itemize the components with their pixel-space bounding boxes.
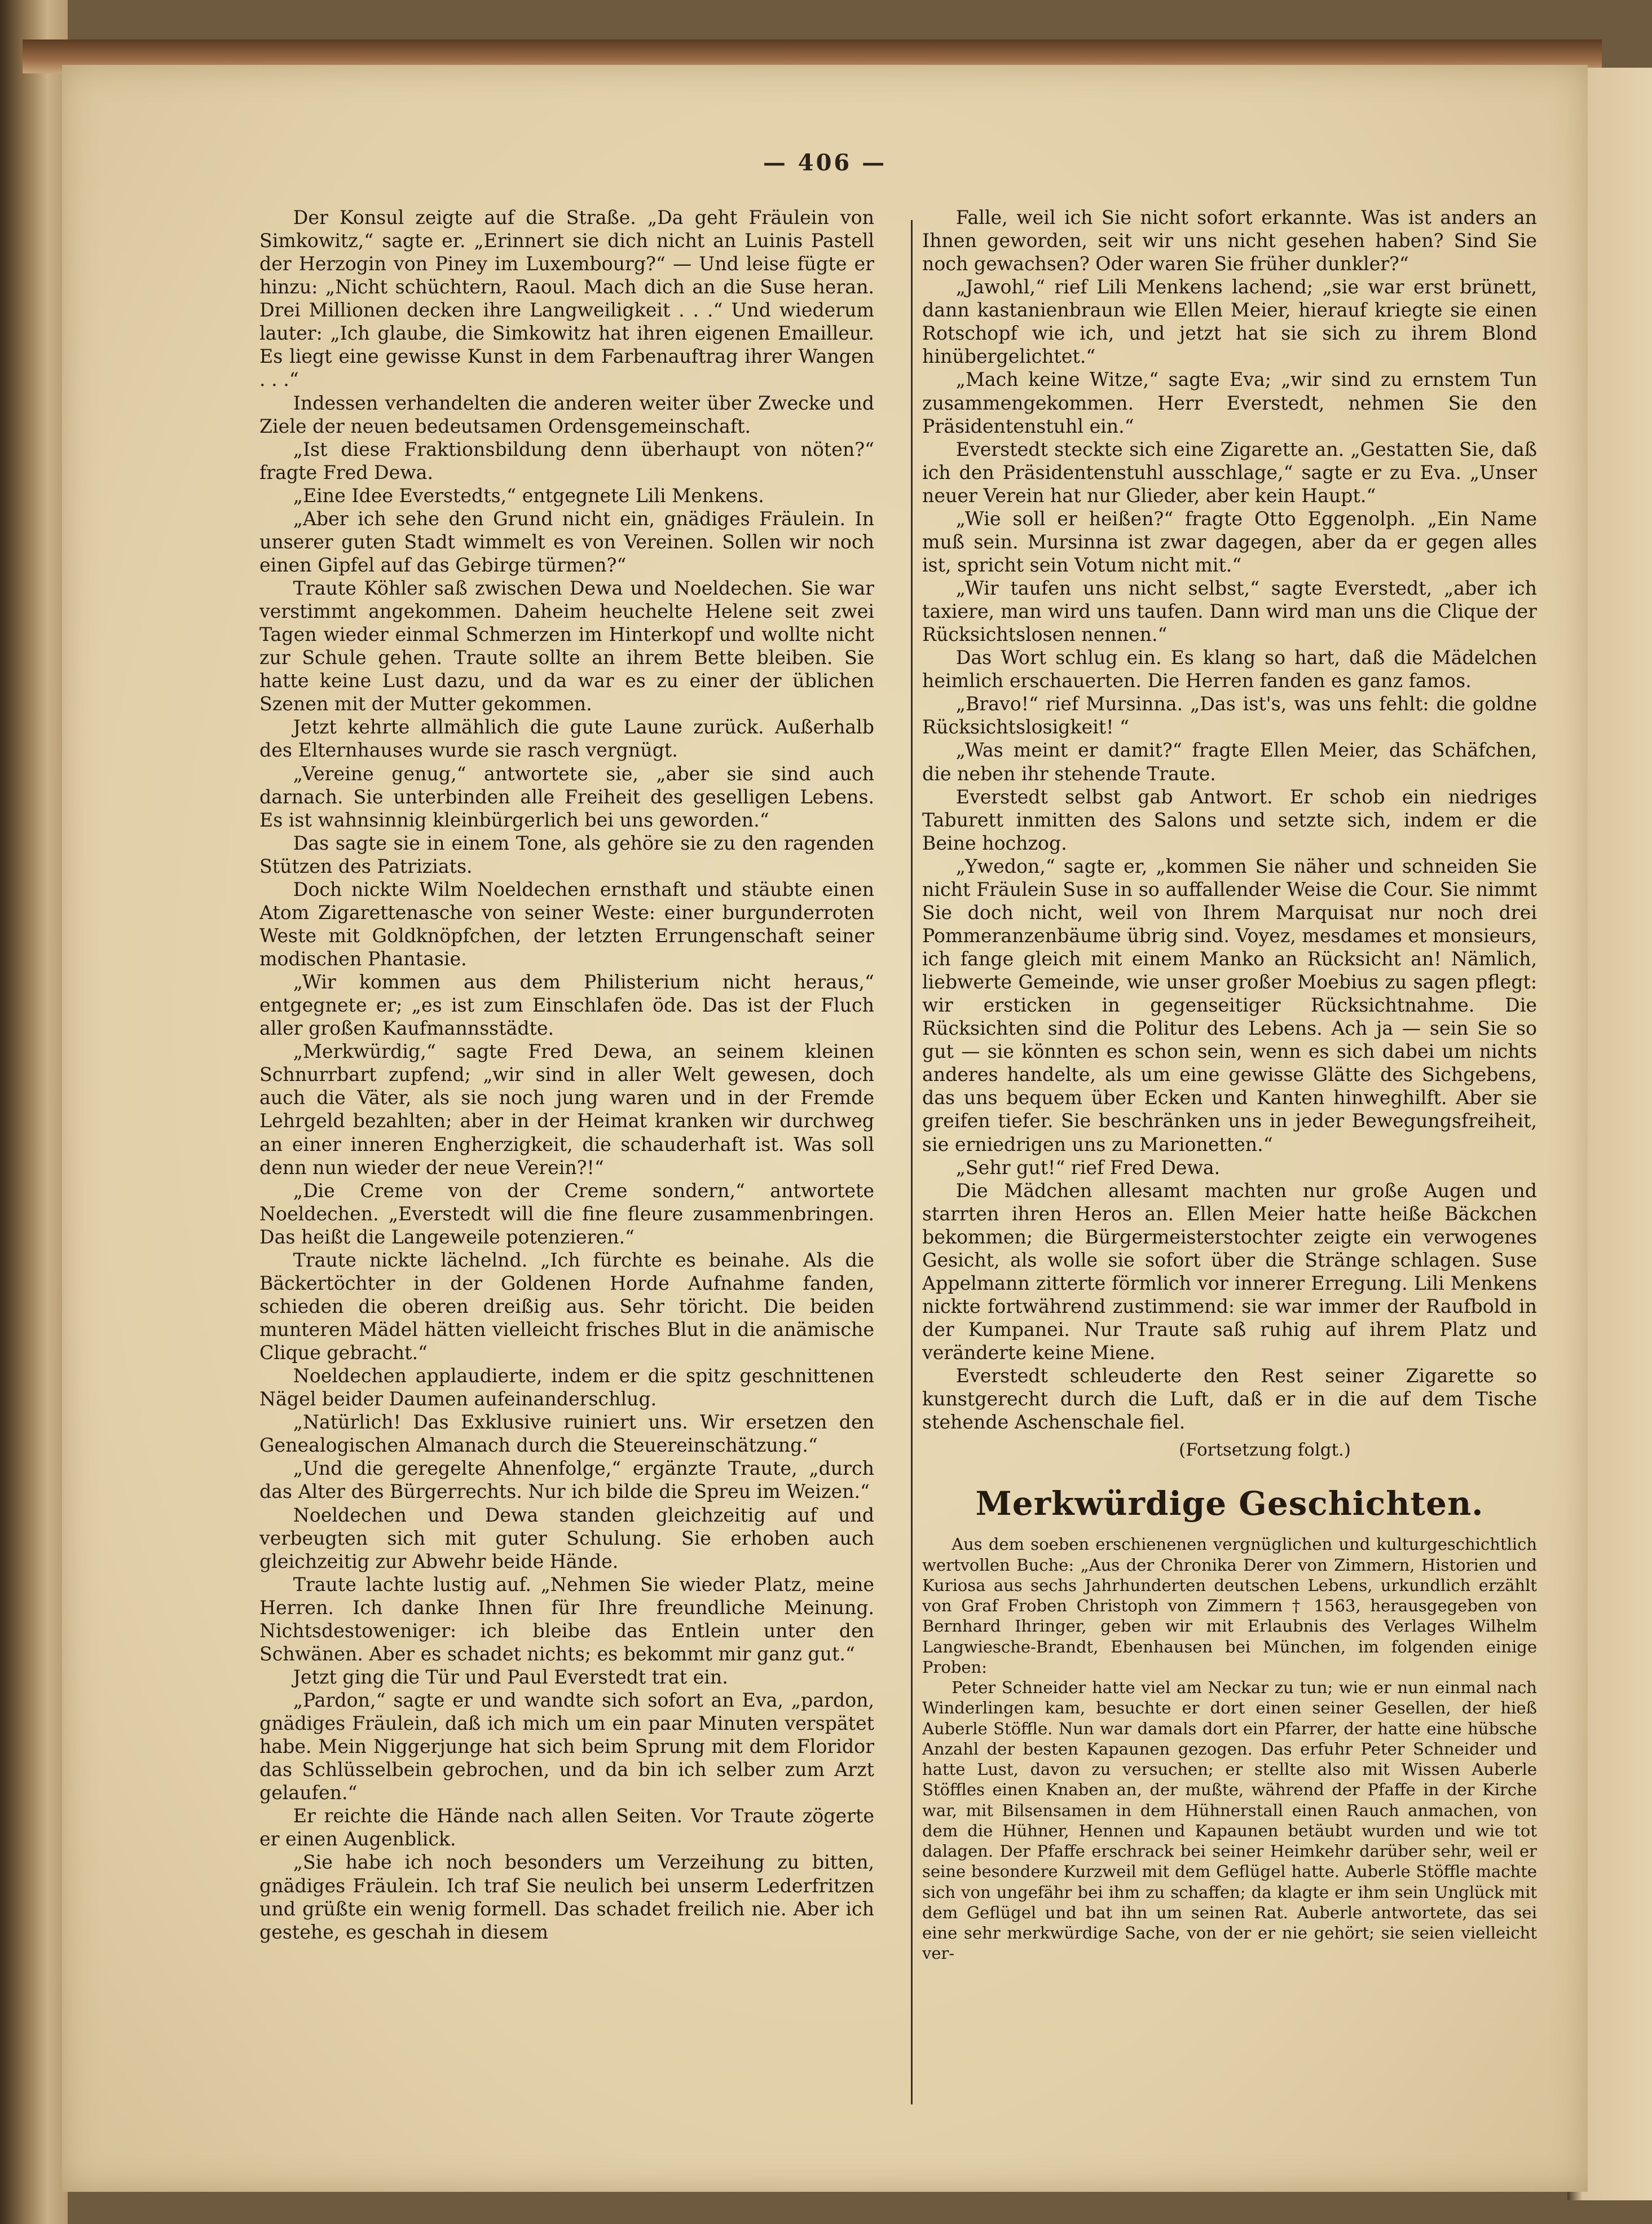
- page-number: — 406 —: [763, 150, 887, 176]
- left-column: [259, 206, 874, 2113]
- paragraph: Noeldechen applaudierte, indem er die spitz geschnittenen Nägel beider Daumen aufeinanderschlug.: [259, 1365, 874, 1410]
- paragraph: „Bravo!“ rief Mursinna. „Das ist's, was uns fehlt: die goldne Rücksichtslosigkeit! “: [922, 693, 1537, 739]
- paragraph: „Was meint er damit?“ fragte Ellen Meier, das Schäfchen, die neben ihr stehende Traute.: [922, 739, 1537, 785]
- paragraph: Aus dem soeben erschienenen vergnüglichen und kulturgeschichtlich wertvollen Buche: „Aus der Chronika Derer von Zimmern, Historien und Kuriosa aus sechs Jahrhunderten deutschen Lebens, urkundlich erzählt von Graf Froben Christoph von Zimmern † 1563, herausgegeben von Bernhard Ihringer, geben wir mit Erlaubnis des Verlages Wilhelm Langwiesche-Brandt, Ebenhausen bei München, im folgenden einige Proben:: [922, 1535, 1537, 1677]
- paragraph: „Natürlich! Das Exklusive ruiniert uns. Wir ersetzen den Genealogischen Almanach durch die Steuereinschätzung.“: [259, 1411, 874, 1457]
- paragraph: „Sehr gut!“ rief Fred Dewa.: [955, 1156, 1221, 1179]
- paragraph: „Die Creme von der Creme sondern,“ antwortete Noeldechen. „Everstedt will die fine fleure zusammenbringen. Das heißt die Langeweile potenzieren.“: [259, 1179, 874, 1248]
- paragraph: „Vereine genug,“ antwortete sie, „aber sie sind auch darnach. Sie unterbinden alle Freiheit des geselligen Lebens. Es ist wahnsinnig kleinbürgerlich bei uns geworden.“: [259, 762, 874, 831]
- paragraph: „Sie habe ich noch besonders um Verzeihung zu bitten, gnädiges Fräulein. Ich traf Sie neulich bei unserm Lederfritzen und grüßte ein wenig formell. Das schadet freilich nie. Aber ich gestehe, es geschah in diesem: [259, 1851, 874, 1943]
- paragraph: Everstedt steckte sich eine Zigarette an. „Gestatten Sie, daß ich den Präsidentenstuhl ausschlage,“ sagte er zu Eva. „Unser neuer Verein hat nur Glieder, aber kein Haupt.“: [922, 438, 1537, 507]
- paragraph: Traute Köhler saß zwischen Dewa und Noeldechen. Sie war verstimmt angekommen. Daheim heuchelte Helene seit zwei Tagen wieder einmal Schmerzen im Hinterkopf und wollte nicht zur Schule gehen. Traute sollte an ihrem Bette bleiben. Sie hatte keine Lust dazu, und da war es zu einer der üblichen Szenen mit der Mutter gekommen.: [259, 577, 874, 715]
- paragraph: „Wie soll er heißen?“ fragte Otto Eggenolph. „Ein Name muß sein. Mursinna ist zwar dagegen, aber da er gegen alles ist, spricht sein Votum nicht mit.“: [922, 507, 1537, 576]
- paragraph: Traute lachte lustig auf. „Nehmen Sie wieder Platz, meine Herren. Ich danke Ihnen für Ihre freundliche Meinung. Nichtsdestoweniger: ich bleibe das Entlein unter den Schwänen. Aber es schadet nichts; es bekommt mir ganz gut.“: [259, 1573, 874, 1665]
- paragraph: Noeldechen und Dewa standen gleichzeitig auf und verbeugten sich mit guter Schulung. Sie erhoben auch gleichzeitig zur Abwehr beide Hände.: [259, 1504, 874, 1572]
- paragraph: Traute nickte lächelnd. „Ich fürchte es beinahe. Als die Bäckertöchter in der Goldenen Horde Aufnahme fanden, schieden die oberen dreißig aus. Sehr töricht. Die beiden munteren Mädel hätten vielleicht frisches Blut in die anämische Clique gebracht.“: [259, 1249, 874, 1364]
- paragraph: „Merkwürdig,“ sagte Fred Dewa, an seinem kleinen Schnurrbart zupfend; „wir sind in aller Welt gewesen, doch auch die Väter, als sie noch jung waren und in der Fremde Lehrgeld bezahlten; aber in der Heimat kranken wir durchweg an einer inneren Engherzigkeit, die schauderhaft ist. Was soll denn nun wieder der neue Verein?!“: [259, 1040, 874, 1179]
- paragraph: Das sagte sie in einem Tone, als gehöre sie zu den ragenden Stützen des Patriziats.: [259, 832, 874, 877]
- paragraph: Das Wort schlug ein. Es klang so hart, daß die Mädelchen heimlich erschauerten. Die Herren fanden es ganz famos.: [922, 647, 1537, 692]
- paragraph: „Aber ich sehe den Grund nicht ein, gnädiges Fräulein. In unserer guten Stadt wimmelt es von Vereinen. Sollen wir noch einen Gipfel auf das Gebirge türmen?“: [259, 507, 874, 576]
- paragraph: Jetzt kehrte allmählich die gute Laune zurück. Außerhalb des Elternhauses wurde sie rasch vergnügt.: [259, 716, 874, 762]
- paragraph: „Und die geregelte Ahnenfolge,“ ergänzte Traute, „durch das Alter des Bürgerrechts. Nur ich bilde die Spreu im Weizen.“: [259, 1457, 874, 1503]
- book-spine-edge: [0, 0, 68, 2224]
- continued-note: (Fortsetzung folgt.): [1179, 1440, 1351, 1461]
- book-page: [62, 65, 1588, 2192]
- paragraph: „Wir kommen aus dem Philisterium nicht heraus,“ entgegnete er; „es ist zum Einschlafen öde. Das ist der Fluch aller großen Kaufmannsstädte.: [259, 971, 874, 1040]
- paragraph: Everstedt selbst gab Antwort. Er schob ein niedriges Taburett inmitten des Salons und setzte sich, indem er die Beine hochzog.: [922, 785, 1537, 854]
- column-divider: [911, 220, 913, 2104]
- paragraph: „Ist diese Fraktionsbildung denn überhaupt von nöten?“ fragte Fred Dewa.: [259, 438, 874, 484]
- paragraph: Der Konsul zeigte auf die Straße. „Da geht Fräulein von Simkowitz,“ sagte er. „Erinnert sie dich nicht an Luinis Pastell der Herzogin von Piney im Luxembourg?“ — Und leise fügte er hinzu: „Nicht schüchtern, Raoul. Mach dich an die Suse heran. Drei Millionen decken ihre Langweiligkeit . . .“ Und wiederum lauter: „Ich glaube, die Simkowitz hat ihren eigenen Emailleur. Es liegt eine gewisse Kunst in dem Farbenauftrag ihrer Wangen . . .“: [259, 206, 874, 391]
- right-column: [922, 206, 1537, 2113]
- paragraph: „Eine Idee Everstedts,“ entgegnete Lili Menkens.: [293, 484, 764, 507]
- section-title: Merkwürdige Geschichten.: [975, 1484, 1484, 1523]
- paragraph: „Mach keine Witze,“ sagte Eva; „wir sind zu ernstem Tun zusammengekommen. Herr Everstedt, nehmen Sie den Präsidentenstuhl ein.“: [922, 368, 1537, 437]
- paragraph: „Wir taufen uns nicht selbst,“ sagte Everstedt, „aber ich taxiere, man wird uns taufen. Dann wird man uns die Clique der Rücksichtslosen nennen.“: [922, 577, 1537, 646]
- paragraph: „Jawohl,“ rief Lili Menkens lachend; „sie war erst brünett, dann kastanienbraun wie Ellen Meier, hierauf kriegte sie einen Rotschopf wie ich, und jetzt hat sie sich zu ihrem Blond hinübergelichtet.“: [922, 276, 1537, 368]
- paragraph: „Ywedon,“ sagte er, „kommen Sie näher und schneiden Sie nicht Fräulein Suse in so auffallender Weise die Cour. Sie nimmt Sie doch nicht, weil von Ihrem Marquisat nur noch drei Pommeranzenbäume übrig sind. Voyez, mesdames et monsieurs, ich fange gleich mit einem Manko an Rücksicht an! Nämlich, liebwerte Gemeinde, wie unser großer Moebius zu sagen pflegt: wir ersticken in gegenseitiger Rücksichtnahme. Die Rücksichten sind die Politur des Lebens. Ach ja — sein Sie so gut — sie könnten es schon sein, wenn es sich dabei um nichts anderes handelte, als um eine gewisse Glätte des Sichgebens, das uns bequem über Ecken und Kanten hinweghilft. Aber sie greifen tiefer. Sie beschränken uns in jeder Bewegungsfreiheit, sie erniedrigen uns zu Marionetten.“: [922, 855, 1537, 1155]
- paragraph: Falle, weil ich Sie nicht sofort erkannte. Was ist anders an Ihnen geworden, seit wir uns nicht gesehen haben? Sind Sie noch gewachsen? Oder waren Sie früher dunkler?“: [922, 206, 1537, 275]
- paragraph: Er reichte die Hände nach allen Seiten. Vor Traute zögerte er einen Augenblick.: [259, 1805, 874, 1851]
- paragraph: Peter Schneider hatte viel am Neckar zu tun; wie er nun einmal nach Winderlingen kam, besuchte er dort einen seiner Gesellen, der hieß Auberle Stöffle. Nun war damals dort ein Pfarrer, der hatte eine hübsche Anzahl der besten Kapaunen gezogen. Das erfuhr Peter Schneider und hatte Lust, davon zu versuchen; er stellte also mit Wissen Auberle Stöffles einen Knaben an, der mußte, während der Pfaffe in der Kirche war, mit Bilsensamen in dem Hühnerstall einen Rauch anmachen, von dem die Hühner, Hennen und Kapaunen betäubt wurden und wie tot dalagen. Der Pfaffe erschrack bei seiner Heimkehr darüber sehr, weil er seine besondere Kurzweil mit dem Geflügel hatte. Auberle Stöffle machte sich von ungefähr bei ihm zu schaffen; da klagte er ihm sein Unglück mit dem Geflügel und bat ihn um seinen Rat. Auberle antwortete, das sei eine sehr merkwürdige Sache, von der er nie gehört; sie seien vielleicht ver-: [922, 1678, 1537, 1963]
- paragraph: Jetzt ging die Tür und Paul Everstedt trat ein.: [293, 1665, 728, 1688]
- paragraph: Doch nickte Wilm Noeldechen ernsthaft und stäubte einen Atom Zigarettenasche von seiner Weste: einer burgunderroten Weste mit Goldknöpfchen, der letzten Errungenschaft seiner modischen Phantasie.: [259, 878, 874, 970]
- paragraph: Die Mädchen allesamt machten nur große Augen und starrten ihren Heros an. Ellen Meier hatte heiße Bäckchen bekommen; die Bürgermeisterstochter zeigte ein verwogenes Gesicht, als wolle sie sofort über die Stränge schlagen. Suse Appelmann zitterte förmlich vor innerer Erregung. Lili Menkens nickte fortwährend zustimmend: sie war immer der Raufbold in der Kumpanei. Nur Traute saß ruhig auf ihrem Platz und veränderte keine Miene.: [922, 1179, 1537, 1364]
- paragraph: „Pardon,“ sagte er und wandte sich sofort an Eva, „pardon, gnädiges Fräulein, daß ich mich um ein paar Minuten verspätet habe. Mein Niggerjunge hat sich beim Sprung mit dem Floridor das Schlüsselbein gebrochen, und da bin ich selber zum Arzt gelaufen.“: [259, 1689, 874, 1804]
- paragraph: Indessen verhandelten die anderen weiter über Zwecke und Ziele der neuen bedeutsamen Ordensgemeinschaft.: [259, 392, 874, 437]
- paragraph: Everstedt schleuderte den Rest seiner Zigarette so kunstgerecht durch die Luft, daß er in die auf dem Tische stehende Aschenschale fiel.: [922, 1365, 1537, 1434]
- right-column-story: [922, 206, 1537, 1434]
- section-body: [922, 1534, 1537, 1963]
